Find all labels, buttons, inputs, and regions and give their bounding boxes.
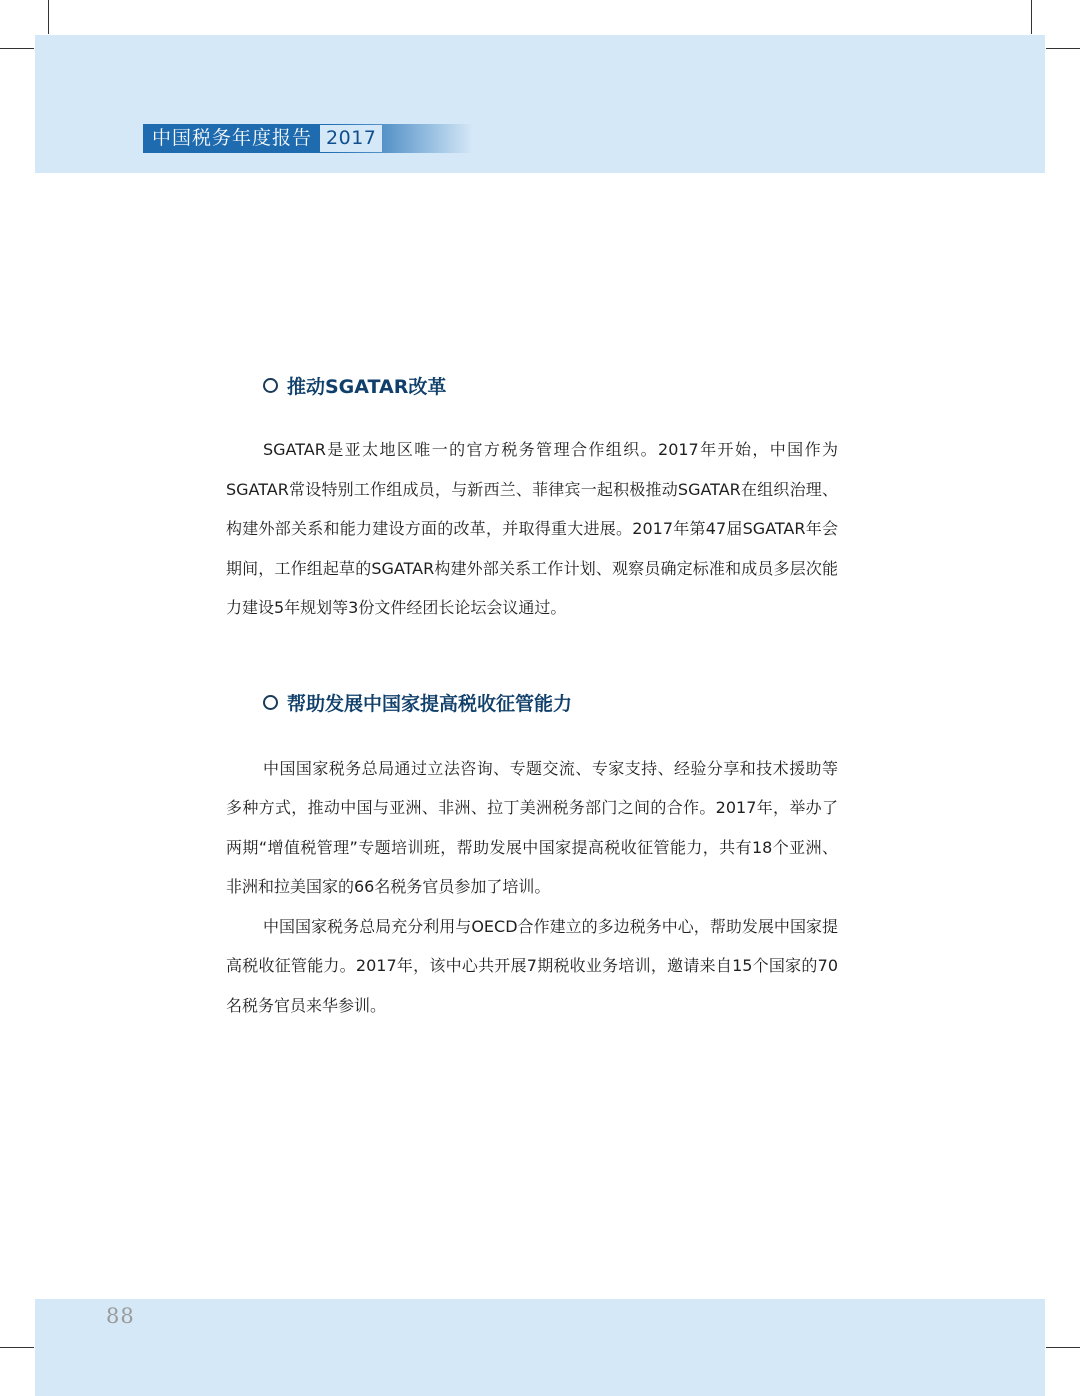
report-year: 2017 [320, 125, 382, 152]
section-body [226, 430, 838, 628]
section-heading [263, 686, 838, 720]
crop-mark [0, 48, 34, 49]
circle-bullet-icon [263, 378, 278, 393]
page-content [226, 368, 838, 1025]
section-body [226, 749, 838, 1026]
header-gradient-tail [382, 124, 473, 153]
crop-mark [1031, 0, 1032, 34]
section-heading [263, 368, 838, 402]
circle-bullet-icon [263, 695, 278, 710]
section-heading-text: 帮助发展中国家提高税收征管能力 [287, 693, 573, 715]
paragraph: 中国国家税务总局通过立法咨询、专题交流、专家支持、经验分享和技术援助等多种方式，推动中国与亚洲、非洲、拉丁美洲税务部门之间的合作。2017年，举办了两期“增值税管理”专题培训班，帮助发展中国家提高税收征管能力，共有18个亚洲、非洲和拉美国家的66名税务官员参加了培训。 [226, 758, 838, 896]
running-header [143, 124, 473, 153]
paragraph: 中国国家税务总局充分利用与OECD合作建立的多边税务中心，帮助发展中国家提高税收征管能力。2017年，该中心共开展7期税收业务培训，邀请来自15个国家的70名税务官员来华参训。 [226, 916, 838, 1015]
report-title: 中国税务年度报告 [152, 127, 313, 149]
paragraph: SGATAR是亚太地区唯一的官方税务管理合作组织。2017年开始，中国作为SGATAR常设特别工作组成员，与新西兰、菲律宾一起积极推动SGATAR在组织治理、构建外部关系和能力建设方面的改革，并取得重大进展。2017年第47届SGATAR年会期间，工作组起草的SGATAR构建外部关系工作计划、观察员确定标准和成员多层次能力建设5年规划等3份文件经团长论坛会议通过。 [226, 440, 838, 617]
section-sgatar-reform [226, 368, 838, 628]
crop-mark [1046, 48, 1080, 49]
crop-mark [1046, 1347, 1080, 1348]
section-capacity-building [226, 686, 838, 1026]
section-heading-text: 推动SGATAR改革 [287, 375, 447, 398]
page-number: 88 [106, 1304, 135, 1328]
footer-band [35, 1299, 1045, 1396]
crop-mark [48, 0, 49, 34]
crop-mark [0, 1347, 34, 1348]
